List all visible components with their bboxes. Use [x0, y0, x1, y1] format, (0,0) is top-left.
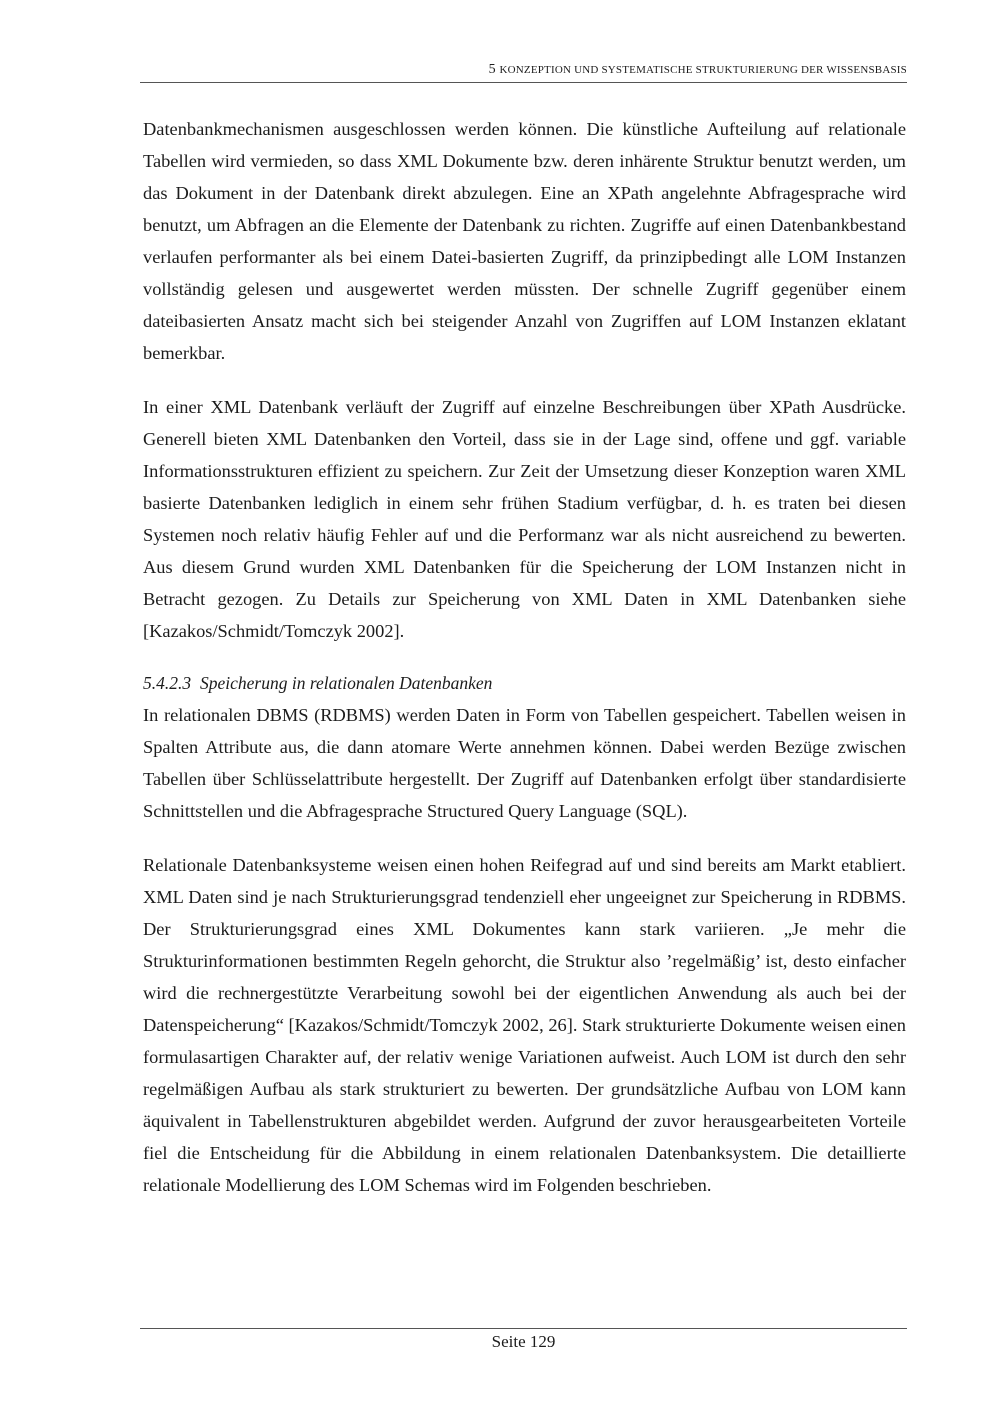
- paragraph-1: Datenbankmechanismen ausgeschlossen werden können. Die künstliche Aufteilung auf relationale Tabellen wird vermieden, so dass XML Dokumente bzw. deren inhärente Struktur benutzt werden, um das Dokument in der Datenbank direkt abzulegen. Eine an XPath angelehnte Abfragesprache wird benutzt, um Abfragen an die Elemente der Datenbank zu richten. Zugriffe auf einen Datenbankbestand verlaufen performanter als bei einem Datei-basierten Zugriff, da prinzipbedingt alle LOM Instanzen vollständig gelesen und ausgewertet werden müssten. Der schnelle Zugriff gegenüber einem dateibasierten Ansatz macht sich bei steigender Anzahl von Zugriffen auf LOM Instanzen eklatant bemerkbar.: [143, 119, 906, 363]
- header-chapter-title: KONZEPTION UND SYSTEMATISCHE STRUKTURIERUNG DER WISSENSBASIS: [499, 64, 907, 76]
- header-chapter-number: 5: [488, 62, 496, 77]
- page-body: [143, 113, 906, 1201]
- running-header: [140, 62, 907, 82]
- section-title: Speicherung in relationalen Datenbanken: [200, 673, 493, 693]
- section-heading: [143, 667, 906, 699]
- section-number: 5.4.2.3: [143, 673, 192, 693]
- paragraph-2: In einer XML Datenbank verläuft der Zugriff auf einzelne Beschreibungen über XPath Ausdrücke. Generell bieten XML Datenbanken den Vorteil, dass sie in der Lage sind, offene und ggf. variable Informationsstrukturen effizient zu speichern. Zur Zeit der Umsetzung dieser Konzeption waren XML basierte Datenbanken lediglich in einem sehr frühen Stadium verfügbar, d. h. es traten bei diesen Systemen noch relativ häufig Fehler auf und die Performanz war als nicht ausreichend zu bewerten. Aus diesem Grund wurden XML Datenbanken für die Speicherung der LOM Instanzen nicht in Betracht gezogen. Zu Details zur Speicherung von XML Daten in XML Datenbanken siehe [Kazakos/Schmidt/Tomczyk 2002].: [143, 397, 906, 641]
- page-number: Seite 129: [491, 1332, 556, 1351]
- paragraph-3: In relationalen DBMS (RDBMS) werden Daten in Form von Tabellen gespeichert. Tabellen weisen in Spalten Attribute aus, die dann atomare Werte annehmen können. Dabei werden Bezüge zwischen Tabellen über Schlüsselattribute hergestellt. Der Zugriff auf Datenbanken erfolgt über standardisierte Schnittstellen und die Abfragesprache Structured Query Language (SQL).: [143, 705, 906, 821]
- footer-rule: [140, 1328, 907, 1329]
- paragraph-4: Relationale Datenbanksysteme weisen einen hohen Reifegrad auf und sind bereits am Markt etabliert. XML Daten sind je nach Strukturierungsgrad tendenziell eher ungeeignet zur Speicherung in RDBMS. Der Strukturierungsgrad eines XML Dokumentes kann stark variieren. „Je mehr die Strukturinformationen bestimmten Regeln gehorcht, die Struktur also ’regelmäßig’ ist, desto einfacher wird die rechnergestützte Verarbeitung sowohl bei der eigentlichen Anwendung als auch bei der Datenspeicherung“ [Kazakos/Schmidt/Tomczyk 2002, 26]. Stark strukturierte Dokumente weisen einen formulasartigen Charakter auf, der relativ wenige Variationen aufweist. Auch LOM ist durch den sehr regelmäßigen Aufbau als stark strukturiert zu bewerten. Der grundsätzliche Aufbau von LOM kann äquivalent in Tabellenstrukturen abgebildet werden. Aufgrund der zuvor herausgearbeiteten Vorteile fiel die Entscheidung für die Abbildung in einem relationalen Datenbanksystem. Die detaillierte relationale Modellierung des LOM Schemas wird im Folgenden beschrieben.: [143, 855, 906, 1195]
- header-rule: [140, 82, 907, 83]
